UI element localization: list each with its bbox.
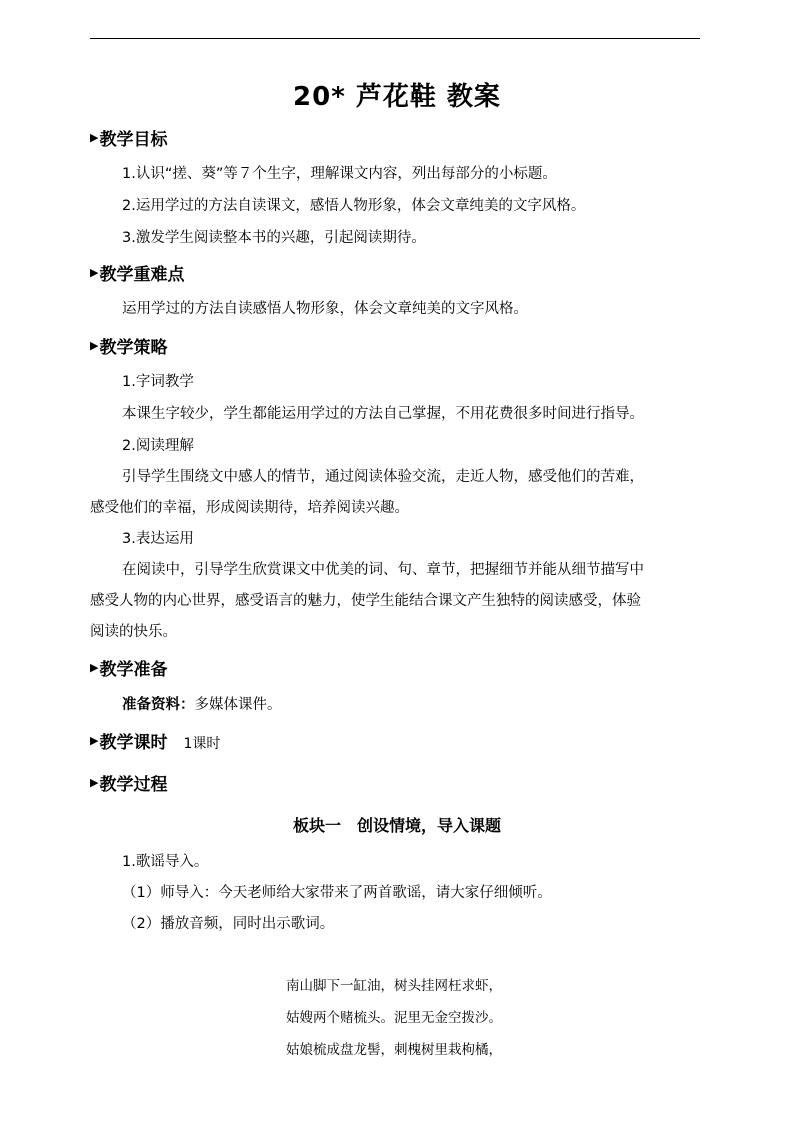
process-substep: （1）师导入：今天老师给大家带来了两首歌谣，请大家仔细倾听。 [122, 885, 552, 901]
verse-line: 姑娘梳成盘龙髻，刺槐树里栽枸橘， [286, 1042, 502, 1058]
hours-value: 1课时 [183, 736, 221, 752]
page-title: 20* 芦花鞋 教案 [293, 82, 501, 112]
strategy-text: 在阅读中，引导学生欣赏课文中优美的词、句、章节，把握细节并能从细节描写中 [122, 562, 644, 578]
verse-line: 姑嫂两个赌梳头。泥里无金空拨沙。 [286, 1010, 502, 1026]
preparation-value: 多媒体课件。 [194, 697, 282, 713]
objective-item: 1.认识“搓、葵”等７个生字，理解课文内容，列出每部分的小标题。 [122, 166, 557, 182]
preparation-line [122, 694, 282, 716]
strategy-title: 2.阅读理解 [122, 438, 194, 454]
block-title: 板块一 创设情境，导入课题 [292, 816, 501, 835]
section-heading-preparation: ▶教学准备 [90, 658, 167, 682]
section-heading-process: ▶教学过程 [90, 773, 167, 797]
strategy-title: 1.字词教学 [122, 374, 194, 390]
strategy-text: 感受他们的幸福，形成阅读期待，培养阅读兴趣。 [90, 500, 409, 516]
section-heading-objectives: ▶教学目标 [90, 128, 167, 152]
triangle-bullet-icon: ▶ [90, 131, 99, 144]
preparation-label: 准备资料： [122, 697, 195, 713]
header-rule [90, 38, 700, 39]
objective-item: 3.激发学生阅读整本书的兴趣，引起阅读期待。 [122, 230, 426, 246]
triangle-bullet-icon: ▶ [90, 266, 99, 279]
strategy-text: 引导学生围绕文中感人的情节，通过阅读体验交流，走近人物，感受他们的苦难， [122, 469, 644, 485]
triangle-bullet-icon: ▶ [90, 339, 99, 352]
verse-line: 南山脚下一缸油，树头挂网枉求虾， [286, 978, 502, 994]
strategy-text: 感受人物的内心世界，感受语言的魅力，使学生能结合课文产生独特的阅读感受，体验 [90, 593, 641, 609]
section-heading-key-points: ▶教学重难点 [90, 263, 184, 287]
objective-item: 2.运用学过的方法自读课文，感悟人物形象，体会文章纯美的文字风格。 [122, 198, 586, 214]
triangle-bullet-icon: ▶ [90, 661, 99, 674]
process-substep: （2）播放音频，同时出示歌词。 [122, 916, 335, 932]
section-heading-hours: ▶教学课时 1课时 [90, 731, 220, 756]
strategy-text: 阅读的快乐。 [90, 624, 177, 640]
key-points-text: 运用学过的方法自读感悟人物形象，体会文章纯美的文字风格。 [122, 301, 528, 317]
strategy-title: 3.表达运用 [122, 531, 194, 547]
section-heading-strategies: ▶教学策略 [90, 336, 167, 360]
triangle-bullet-icon: ▶ [90, 776, 99, 789]
process-step: 1.歌谣导入。 [122, 854, 209, 870]
strategy-text: 本课生字较少，学生都能运用学过的方法自己掌握，不用花费很多时间进行指导。 [122, 406, 644, 422]
triangle-bullet-icon: ▶ [90, 734, 99, 747]
